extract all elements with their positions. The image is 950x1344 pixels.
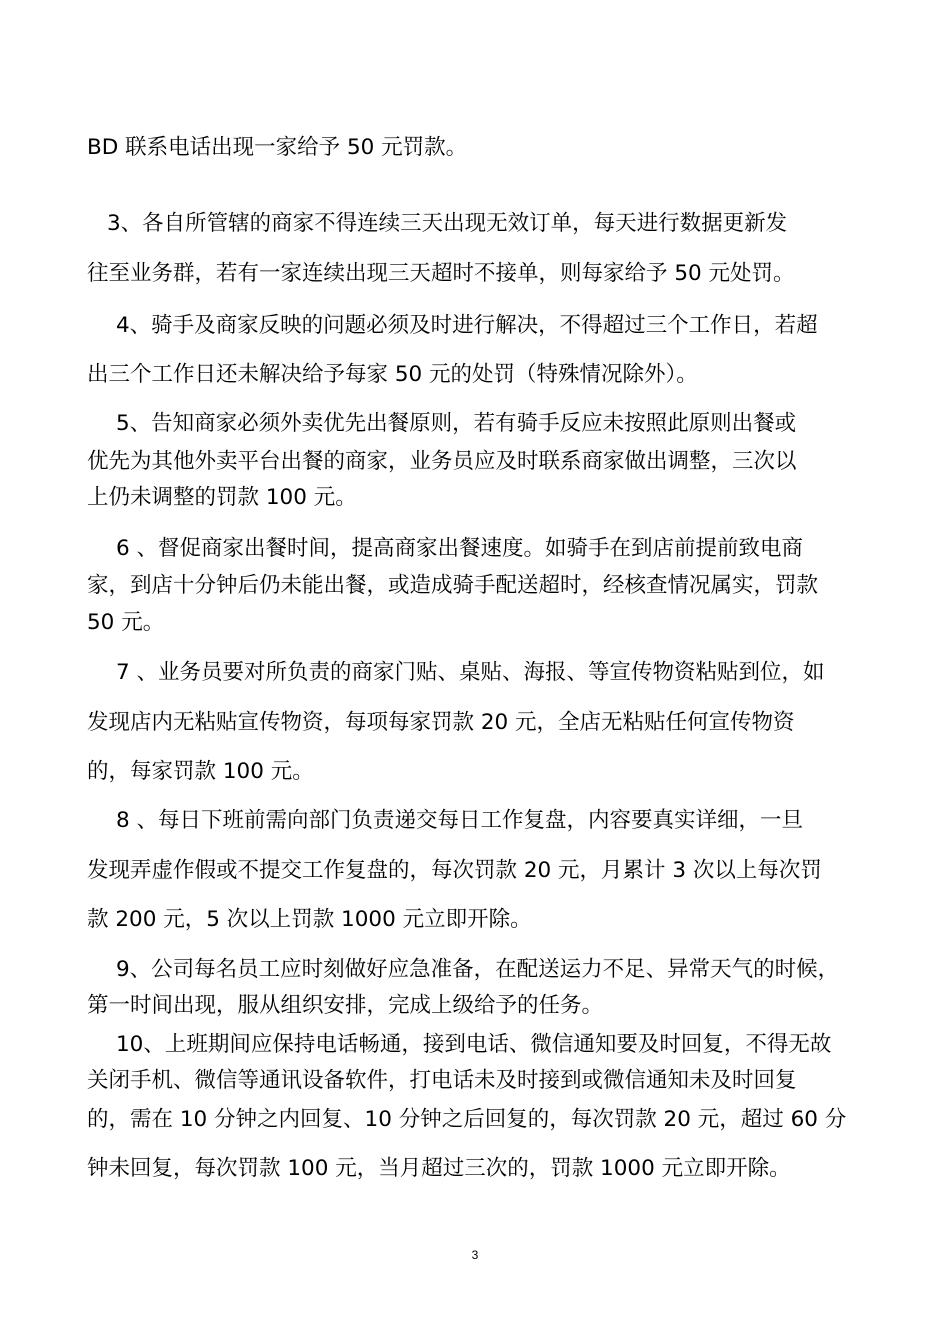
text-line: 7 、业务员要对所负责的商家门贴、桌贴、海报、等宣传物资粘贴到位，如 xyxy=(116,660,825,685)
text-line: 9、公司每名员工应时刻做好应急准备，在配送运力不足、异常天气的时候， xyxy=(116,957,840,982)
text-line: 50 元。 xyxy=(87,610,165,635)
text-line: 4、骑手及商家反映的问题必须及时进行解决，不得超过三个工作日，若超 xyxy=(116,313,818,338)
text-line: 钟未回复，每次罚款 100 元，当月超过三次的，罚款 1000 元立即开除。 xyxy=(87,1156,791,1181)
text-line: 关闭手机、微信等通讯设备软件，打电话未及时接到或微信通知未及时回复 xyxy=(87,1068,797,1093)
text-line: 发现店内无粘贴宣传物资，每项每家罚款 20 元，全店无粘贴任何宣传物资 xyxy=(87,710,795,735)
text-line: 第一时间出现，服从组织安排，完成上级给予的任务。 xyxy=(87,993,604,1018)
text-line: 5、告知商家必须外卖优先出餐原则，若有骑手反应未按照此原则出餐或 xyxy=(116,411,797,436)
text-line: 上仍未调整的罚款 100 元。 xyxy=(87,485,357,510)
text-line: 的，每家罚款 100 元。 xyxy=(87,759,314,784)
text-line: 的，需在 10 分钟之内回复、10 分钟之后回复的，每次罚款 20 元，超过 60 分 xyxy=(87,1107,847,1132)
text-line: 10、上班期间应保持电话畅通，接到电话、微信通知要及时回复，不得无故 xyxy=(116,1032,832,1057)
text-line: 优先为其他外卖平台出餐的商家，业务员应及时联系商家做出调整，三次以 xyxy=(87,449,797,474)
text-line: 6 、督促商家出餐时间，提高商家出餐速度。如骑手在到店前提前致电商 xyxy=(116,536,804,561)
text-line: 发现弄虚作假或不提交工作复盘的，每次罚款 20 元，月累计 3 次以上每次罚 xyxy=(87,858,822,883)
text-line: 款 200 元，5 次以上罚款 1000 元立即开除。 xyxy=(87,907,532,932)
text-line: 家，到店十分钟后仍未能出餐，或造成骑手配送超时，经核查情况属实，罚款 xyxy=(87,573,819,598)
text-line: BD 联系电话出现一家给予 50 元罚款。 xyxy=(87,135,468,160)
text-line: 往至业务群，若有一家连续出现三天超时不接单，则每家给予 50 元处罚。 xyxy=(87,261,795,286)
text-line: 3、各自所管辖的商家不得连续三天出现无效订单，每天进行数据更新发 xyxy=(107,211,788,236)
page-number: 3 xyxy=(471,1248,479,1262)
text-line: 8 、每日下班前需向部门负责递交每日工作复盘，内容要真实详细，一旦 xyxy=(116,808,804,833)
text-line: 出三个工作日还未解决给予每家 50 元的处罚（特殊情况除外）。 xyxy=(87,362,698,387)
